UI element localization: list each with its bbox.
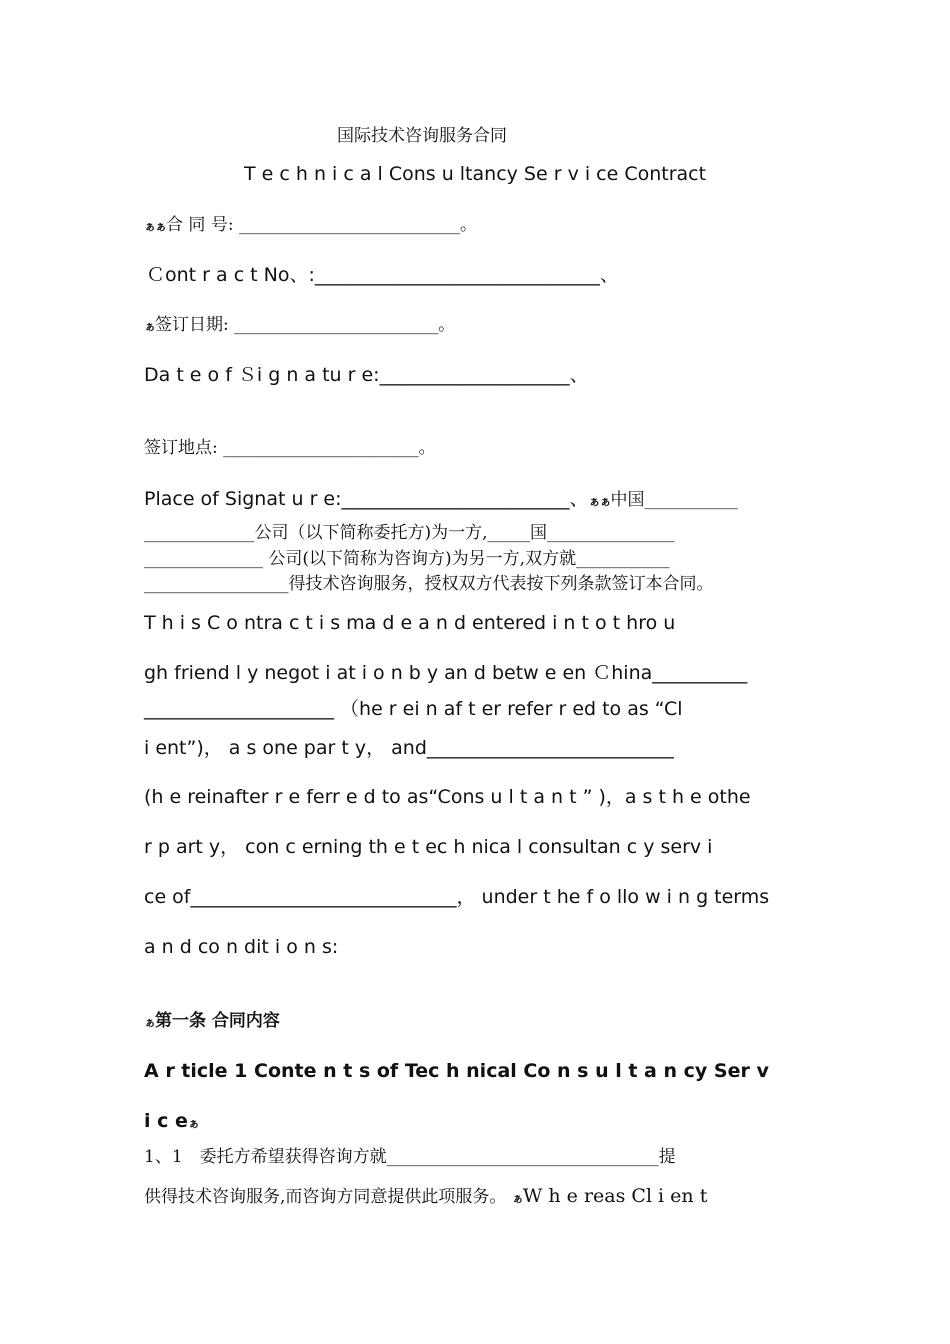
paragraph-marker: ぁ [511,1191,523,1205]
contract-number-cn [144,215,477,235]
article-1-heading-en-line-2-text: i c e [144,1110,188,1132]
paragraph-marker: ぁ [144,1015,156,1029]
paragraph-marker: ぁぁ [588,494,611,508]
clause-1-1-line-1: 1、1 委托方希望获得咨询方就________________________________提 [144,1147,676,1167]
signature-place-en-text: Place of Signat u r e:________________________、 [144,488,589,510]
article-1-heading-cn [144,1011,280,1031]
preamble-cn-line-2: ______________ 公司(以下简称为咨询方)为另一方,双方就___________ [144,549,670,569]
signature-place-china: 中国___________ [610,490,739,510]
clause-1-1-line-2-en: W h e reas Cl i en t [522,1185,708,1207]
signature-place-en [144,488,738,511]
preamble-en-line-3: ____________________ （he r ei n af t er refer r ed to as “Cl [144,698,683,720]
paragraph-marker: ぁぁ [144,219,167,233]
signature-date-cn [144,315,455,335]
title-chinese: 国际技术咨询服务合同 [337,126,507,146]
preamble-en-line-2: gh friend l y negot i at i o n b y an d betw e en Ｃhina__________ [144,662,748,684]
signature-place-cn: 签订地点: _______________________。 [144,438,436,458]
clause-1-1-line-2-cn: 供得技术咨询服务,而咨询方同意提供此项服务。 [144,1187,507,1207]
article-1-heading-en-line-1: A r ticle 1 Conte n t s of Tec h nical Co n s u l t a n cy Ser v [144,1060,769,1082]
signature-date-cn-text: 签订日期: ________________________。 [155,315,456,335]
contract-number-en: Ｃont r a c t No、:______________________________、 [146,264,619,286]
clause-1-1-line-2 [144,1185,707,1208]
preamble-en-line-6: r p art y， con c erning th e t ec h nica l consultan c y serv i [144,836,713,858]
paragraph-marker: ぁ [144,319,156,333]
paragraph-marker: ぁ [187,1116,199,1130]
article-1-heading-cn-text: 第一条 合同内容 [155,1011,280,1031]
article-1-heading-en-line-2 [144,1110,199,1133]
title-english: T e c h n i c a l Cons u ltancy Se r v i ce Contract [244,163,707,185]
preamble-en-line-8: a n d co n dit i o n s: [144,936,339,958]
preamble-en-line-4: i ent”)， a s one par t y， and__________________________ [144,737,674,759]
preamble-cn-line-1: _____________公司（以下简称委托方)为一方,_____国_______________ [144,523,675,543]
preamble-cn-line-3: _________________得技术咨询服务，授权双方代表按下列条款签订本合同。 [144,574,714,594]
preamble-en-line-1: T h i s C o ntra c t i s ma d e a n d entered i n t o t hro u [144,612,676,634]
preamble-en-line-7: ce of____________________________， under t he f o llo w i n g terms [144,886,770,908]
preamble-en-line-5: (h e reinafter r e ferr e d to as“Cons u l t a n t ” )，a s t h e othe [144,786,751,808]
signature-date-en: Da t e o f Ｓi g n a tu r e:____________________、 [144,364,589,386]
contract-number-cn-text: 合 同 号: __________________________。 [166,215,477,235]
